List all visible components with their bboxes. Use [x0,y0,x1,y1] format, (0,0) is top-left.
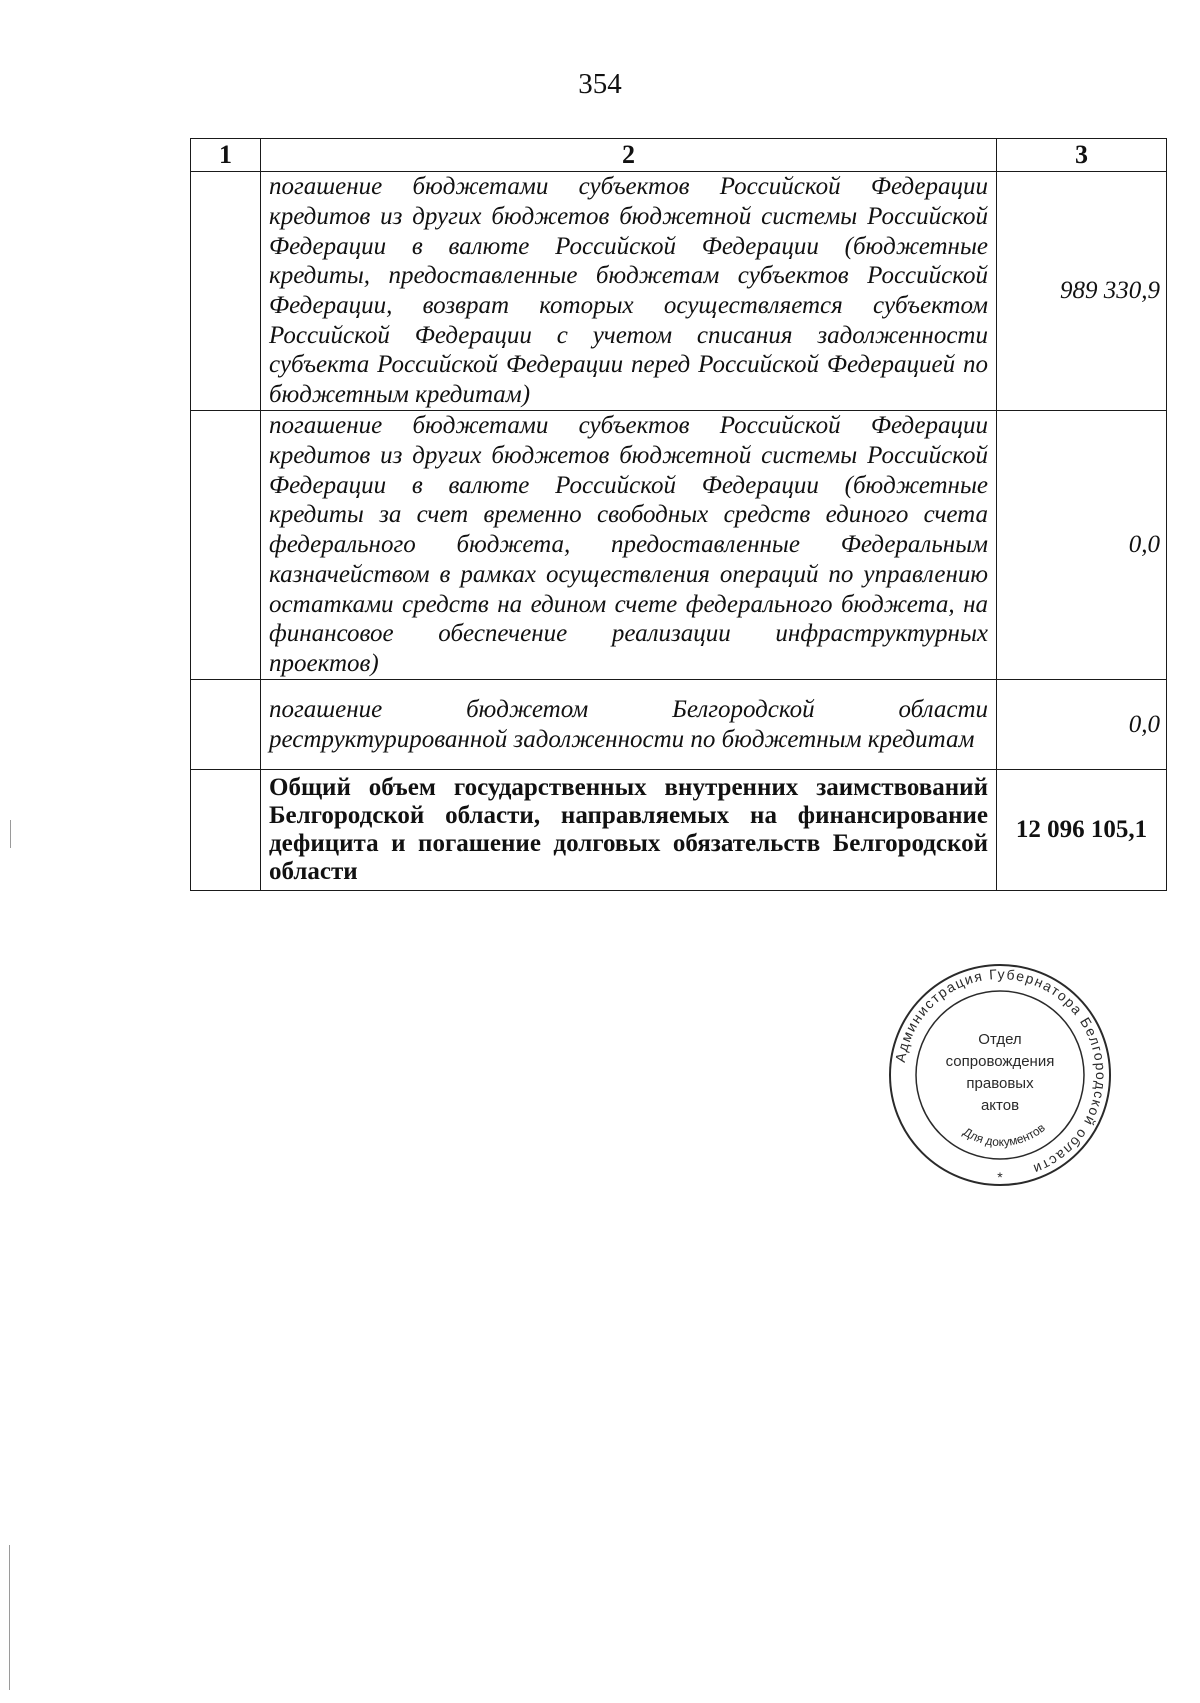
table-row [191,411,1167,680]
stamp-bottom-text: Для документов [960,1120,1048,1150]
total-amount: 12 096 105,1 [997,770,1167,891]
total-number-cell [191,770,261,891]
row-description: погашение бюджетом Белгородской области реструктурированной задолженности по бюджетным кредитам [261,680,997,770]
row-amount: 0,0 [997,411,1167,680]
stamp-center-line-2: сопровождения [945,1053,1055,1070]
table-header-row [191,139,1167,172]
scan-edge-tick [10,820,11,848]
stamp-center-line-3: правовых [966,1075,1034,1092]
page-number: 354 [578,68,622,100]
stamp-center-line-1: Отдел [978,1031,1022,1048]
table-total-row [191,770,1167,891]
table-row [191,172,1167,411]
row-amount: 989 330,9 [997,172,1167,411]
row-number-cell [191,411,261,680]
row-description: погашение бюджетами субъектов Российской Федерации кредитов из других бюджетов бюджетной системы Российской Федерации в валюте Российской Федерации (бюджетные кредиты, предоставленные бюджетам субъектов Российской Федерации, возврат которых осуществляется субъектом Российской Федерации с учетом списания задолженности субъекта Российской Федерации перед Российской Федерацией по бюджетным кредитам) [261,172,997,411]
row-number-cell [191,172,261,411]
header-col-2: 2 [261,139,997,172]
official-stamp [885,960,1115,1190]
header-col-1: 1 [191,139,261,172]
row-number-cell [191,680,261,770]
total-description: Общий объем государственных внутренних заимствований Белгородской области, направляемых на финансирование дефицита и погашение долговых обязательств Белгородской области [261,770,997,891]
header-col-3: 3 [997,139,1167,172]
scan-edge-line [9,1545,10,1690]
stamp-center-line-4: актов [980,1097,1020,1114]
stamp-star: * [997,1169,1003,1185]
borrowing-table [190,138,1167,891]
row-amount: 0,0 [997,680,1167,770]
stamp-outer-text: Администрация Губернатора Белгородской области [891,965,1110,1178]
table-row [191,680,1167,770]
row-description: погашение бюджетами субъектов Российской Федерации кредитов из других бюджетов бюджетной системы Российской Федерации в валюте Российской Федерации (бюджетные кредиты за счет временно свободных средств единого счета федерального бюджета, предоставленные Федеральным казначейством в рамках осуществления операций по управлению остатками средств на едином счете федерального бюджета, на финансовое обеспечение реализации инфраструктурных проектов) [261,411,997,680]
